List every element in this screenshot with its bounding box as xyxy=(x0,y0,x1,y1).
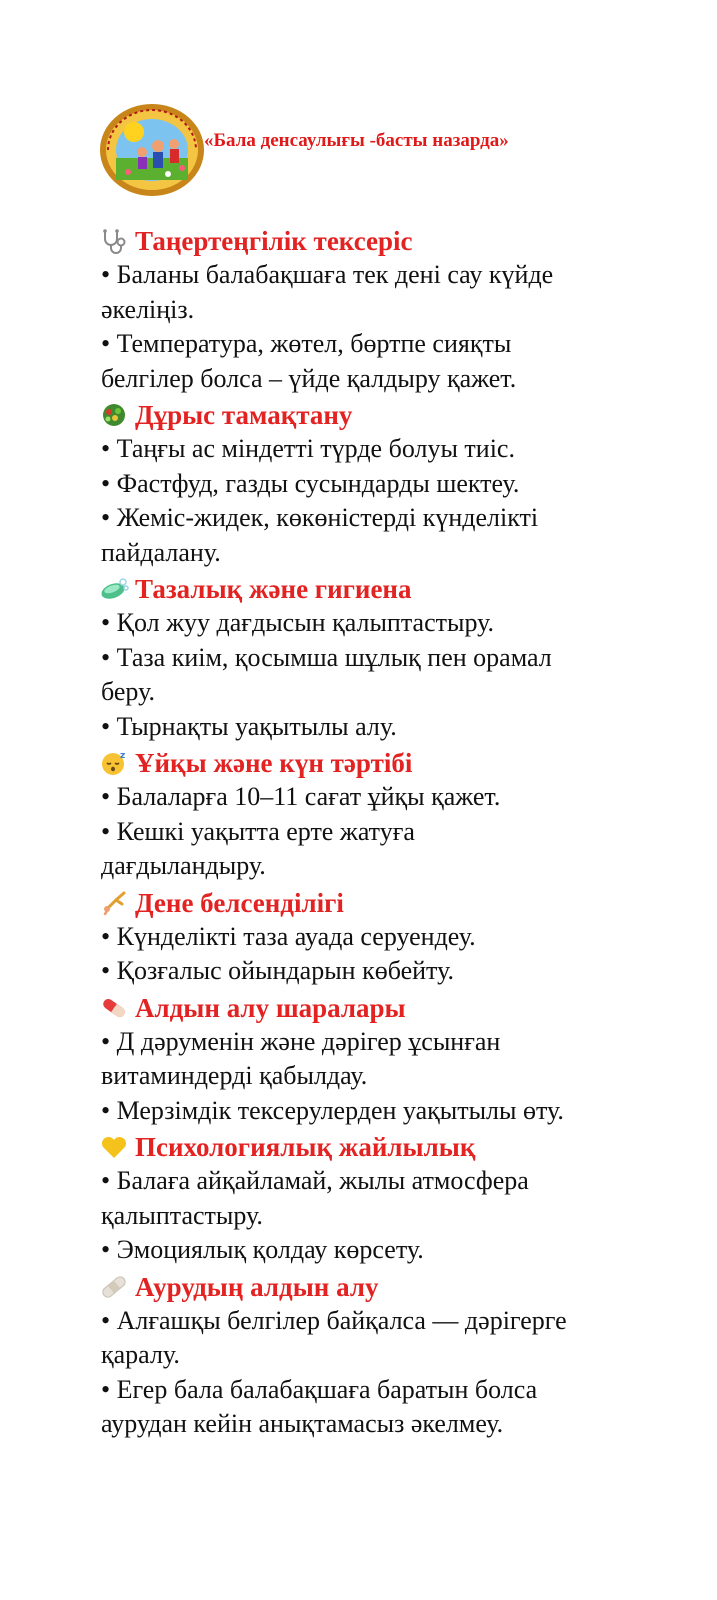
header-title: «Бала денсаулығы -басты назарда» xyxy=(204,130,509,151)
section-heading xyxy=(99,572,699,606)
page-header xyxy=(98,100,698,200)
section-heading xyxy=(99,1270,699,1304)
tip-line: • Мерзімдік тексерулерден уақытылы өту. xyxy=(101,1095,564,1125)
tip-line: • Д дәруменін және дәрігер ұсынған xyxy=(101,1026,501,1056)
tip-line: • Балаларға 10–11 сағат ұйқы қажет. xyxy=(101,782,501,811)
salad-icon xyxy=(99,402,129,428)
section-heading xyxy=(99,224,699,258)
tip-line: • Жеміс-жидек, көкөністерді күнделікті xyxy=(101,503,539,532)
section-title: Алдын алу шаралары xyxy=(135,992,406,1023)
tip-line: беру. xyxy=(101,677,155,706)
section-title: Дене белсенділігі xyxy=(135,887,344,918)
tip-section xyxy=(99,1130,699,1268)
tip-line: • Алғашқы белгілер байқалса — дәрігерге xyxy=(101,1305,567,1335)
tip-line: әкеліңіз. xyxy=(101,294,195,324)
soap-icon xyxy=(99,576,129,602)
tip-section xyxy=(99,224,699,396)
svg-text:z: z xyxy=(120,751,126,761)
bandage-icon xyxy=(99,1274,129,1300)
yellow-heart-icon xyxy=(99,1134,129,1160)
tip-section xyxy=(99,886,699,989)
tip-line: витаминдерді қабылдау. xyxy=(101,1061,368,1090)
stethoscope-icon xyxy=(99,228,129,254)
tip-line: белгілер болса – үйде қалдыру қажет. xyxy=(101,363,517,393)
tip-section xyxy=(99,1270,699,1442)
tip-line: дағдыландыру. xyxy=(101,851,266,880)
tip-line: пайдалану. xyxy=(101,537,221,567)
pill-icon xyxy=(99,995,129,1021)
tip-line: • Фастфуд, газды сусындарды шектеу. xyxy=(101,468,520,498)
tip-line: • Тырнақты уақытылы алу. xyxy=(101,711,397,741)
section-heading xyxy=(99,398,699,432)
tip-section xyxy=(99,398,699,570)
health-tips-list xyxy=(99,222,699,1442)
kindergarten-logo-icon xyxy=(98,102,206,198)
tip-line: • Таңғы ас міндетті түрде болуы тиіс. xyxy=(101,434,515,463)
section-title: Ұйқы және күн тәртібі xyxy=(135,748,413,778)
tip-line: • Эмоциялық қолдау көрсету. xyxy=(101,1235,424,1264)
section-title: Тазалық және гигиена xyxy=(135,574,412,604)
tip-line: • Балаға айқайламай, жылы атмосфера xyxy=(101,1166,529,1195)
tip-line: • Күнделікті таза ауада серуендеу. xyxy=(101,921,476,951)
tip-line: аурудан кейін анықтамасыз әкелмеу. xyxy=(101,1409,504,1438)
section-heading xyxy=(99,746,699,780)
section-heading xyxy=(99,991,699,1025)
section-heading xyxy=(99,1130,699,1164)
tip-line: қалыптастыру. xyxy=(101,1200,263,1230)
tip-section xyxy=(99,572,699,744)
section-title: Дұрыс тамақтану xyxy=(135,400,353,430)
tip-line: • Кешкі уақытта ерте жатуға xyxy=(101,816,415,846)
tip-line: • Таза киім, қосымша шұлық пен орамал xyxy=(101,642,552,672)
sleeping-face-icon xyxy=(99,750,129,776)
tip-line: • Қол жуу дағдысын қалыптастыру. xyxy=(101,608,494,637)
tip-section xyxy=(99,746,699,884)
tip-line: • Қозғалыс ойындарын көбейту. xyxy=(101,956,454,985)
section-title: Психологиялық жайлылық xyxy=(135,1132,476,1162)
gymnast-icon xyxy=(99,890,129,916)
tip-line: • Егер бала балабақшаға баратын болса xyxy=(101,1374,538,1404)
tip-section xyxy=(99,991,699,1129)
tip-line: • Баланы балабақшаға тек дені сау күйде xyxy=(101,260,554,289)
section-title: Таңертеңгілік тексеріс xyxy=(135,226,413,256)
section-heading xyxy=(99,886,699,920)
section-title: Аурудың алдын алу xyxy=(135,1271,379,1302)
tip-line: қаралу. xyxy=(101,1340,180,1369)
tip-line: • Температура, жөтел, бөртпе сияқты xyxy=(101,329,512,358)
